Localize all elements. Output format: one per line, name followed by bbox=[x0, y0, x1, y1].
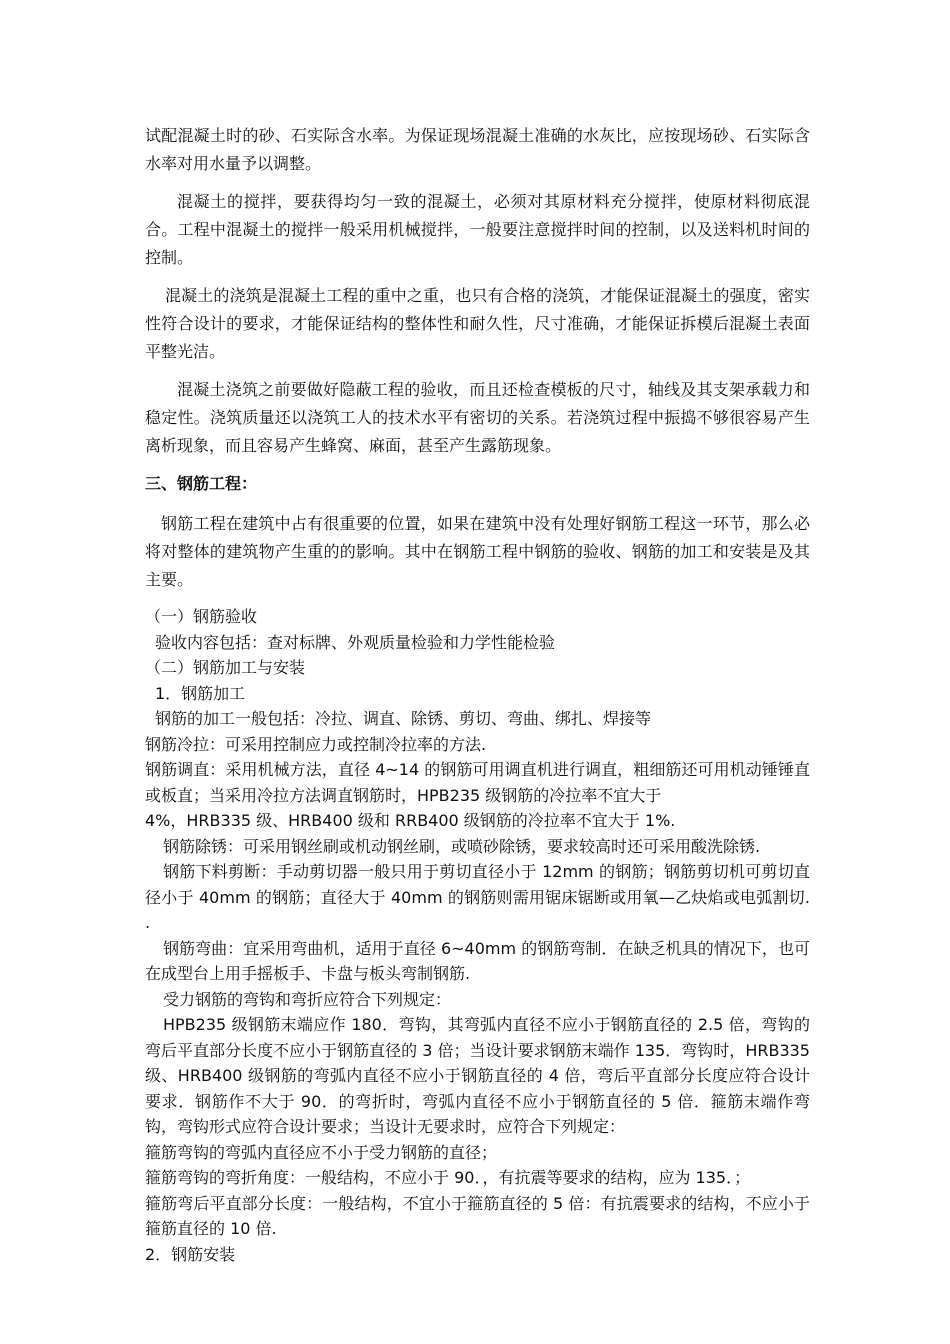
section-intro: 钢筋工程在建筑中占有很重要的位置，如果在建筑中没有处理好钢筋工程这一环节，那么必将对整体的建筑物产生重的的影响。其中在钢筋工程中钢筋的验收、钢筋的加工和安装是及其主要。 bbox=[145, 514, 810, 589]
subheading-acceptance: （一）钢筋验收 bbox=[145, 607, 258, 626]
subheading-processing: 1．钢筋加工 bbox=[155, 683, 246, 703]
line-processing-steps: 钢筋的加工一般包括：冷拉、调直、除锈、剪切、弯曲、绑扎、焊接等 bbox=[155, 709, 652, 728]
paragraph-pre-pouring: 混凝土浇筑之前要做好隐蔽工程的验收，而且还检查模板的尺寸，轴线及其支架承载力和稳定性。浇筑质量还以浇筑工人的技术水平有密切的关系。若浇筑过程中振捣不够很容易产生离析现象，而且容易产生蜂窝、麻面，甚至产生露筋现象。 bbox=[145, 380, 810, 455]
paragraph-mixing: 混凝土的搅拌，要获得均匀一致的混凝土，必须对其原材料充分搅拌，使原材料彻底混合。工程中混凝土的搅拌一般采用机械搅拌，一般要注意搅拌时间的控制，以及送料机时间的控制。 bbox=[145, 192, 810, 267]
line-cutting: 钢筋下料剪断：手动剪切器一般只用于剪切直径小于 12mm 的钢筋；钢筋剪切机可剪切直径小于 40mm 的钢筋；直径大于 40mm 的钢筋则需用锯床锯断或用氧—乙炔焰或电弧割切. . bbox=[145, 862, 843, 932]
line-cold-drawing-rate: 4%，HRB335 级、HRB400 级和 RRB400 级钢筋的冷拉率不宜大于 1%. bbox=[145, 811, 676, 830]
paragraph-pouring: 混凝土的浇筑是混凝土工程的重中之重，也只有合格的浇筑，才能保证混凝土的强度，密实性符合设计的要求，才能保证结构的整体性和耐久性，尺寸准确，才能保证拆模后混凝土表面平整光洁。 bbox=[145, 286, 810, 361]
subheading-installation: 2．钢筋安装 bbox=[145, 1244, 236, 1264]
line-rust-removal: 钢筋除锈：可采用钢丝刷或机动钢丝刷，或喷砂除锈，要求较高时还可采用酸洗除锈. bbox=[163, 836, 761, 856]
line-acceptance-content: 验收内容包括：查对标牌、外观质量检验和力学性能检验 bbox=[155, 632, 556, 652]
line-straightening: 钢筋调直：采用机械方法，直径 4~14 的钢筋可用调直机进行调直，粗细筋还可用机动锤锤直或板直；当采用冷拉方法调直钢筋时，HPB235 级钢筋的冷拉率不宜大于 bbox=[145, 760, 810, 805]
line-stirrup-angle: 箍筋弯钩的弯折角度：一般结构，不应小于 90．，有抗震等要求的结构，应为 135．； bbox=[145, 1168, 751, 1187]
paragraph-mix-water: 试配混凝土时的砂、石实际含水率。为保证现场混凝土准确的水灰比，应按现场砂、石实际含水率对用水量予以调整。 bbox=[145, 126, 810, 173]
line-cold-drawing: 钢筋冷拉：可采用控制应力或控制冷拉率的方法. bbox=[145, 734, 487, 754]
subheading-processing-installation: （二）钢筋加工与安装 bbox=[145, 658, 306, 677]
line-stirrup-diameter: 箍筋弯钩的弯弧内直径应不小于受力钢筋的直径； bbox=[145, 1142, 498, 1162]
line-hpb235-hooks: HPB235 级钢筋末端应作 180．弯钩，其弯弧内直径不应小于钢筋直径的 2.5 倍，弯钩的弯后平直部分长度不应小于钢筋直径的 3 倍；当设计要求钢筋末端作 135．弯钩时，HRB335 级、HRB400 级钢筋的弯弧内直径不应小于钢筋直径的 4 倍，弯后平直部分长度应符合设计要求．钢筋作不大于 90．的弯折时，弯弧内直径不应小于钢筋直径的 5 倍．箍筋末端作弯钩，弯钩形式应符合设计要求；当设计无要求时，应符合下列规定： bbox=[145, 1015, 810, 1136]
line-stirrup-length: 箍筋弯后平直部分长度：一般结构，不宜小于箍筋直径的 5 倍：有抗震要求的结构，不应小于箍筋直径的 10 倍. bbox=[145, 1193, 810, 1238]
line-hook-rules: 受力钢筋的弯钩和弯折应符合下列规定： bbox=[163, 989, 452, 1009]
section-heading: 三、钢筋工程： bbox=[145, 474, 258, 493]
rebar-details bbox=[145, 604, 843, 1267]
line-bending: 钢筋弯曲：宜采用弯曲机，适用于直径 6~40mm 的钢筋弯制．在缺乏机具的情况下，也可在成型台上用手摇板手、卡盘与板头弯制钢筋. bbox=[145, 938, 810, 983]
document-page bbox=[145, 122, 843, 1267]
